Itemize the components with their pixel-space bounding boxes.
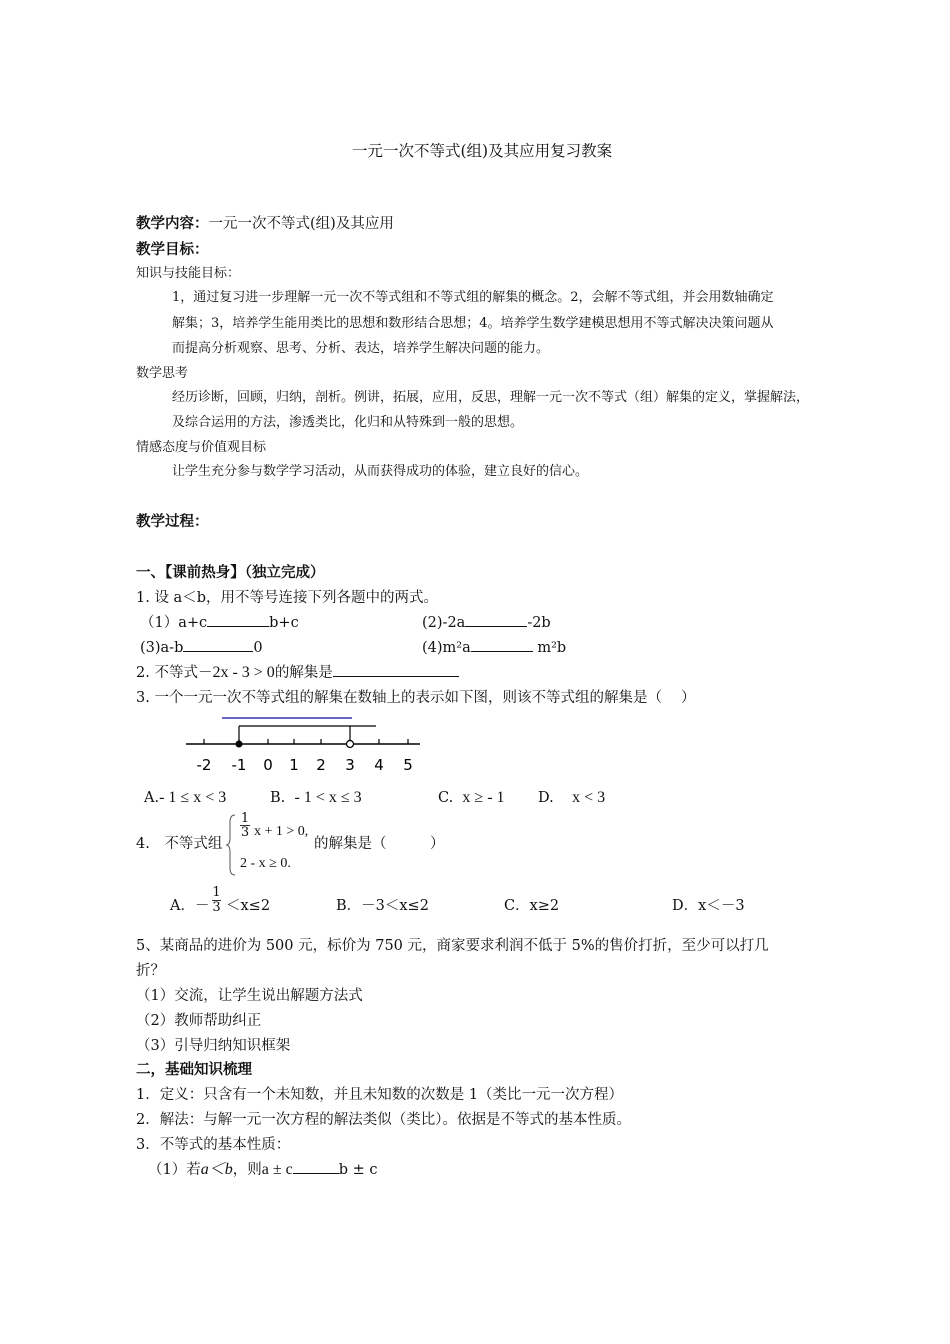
q3-option-a-label: A. <box>144 790 160 806</box>
q3-option-d-expr: x < 3 <box>572 789 606 806</box>
process-heading: 教学过程： <box>136 514 209 530</box>
basics-line-1: 1．定义：只含有一个未知数，并且未知数的次数是 1（类比一元一次方程） <box>136 1087 624 1103</box>
property-1-mid: ，则 <box>232 1162 262 1178</box>
q5-step-3: （3）引导归纳知识框架 <box>136 1038 291 1054</box>
q1-stem: 1. 设 a＜b，用不等号连接下列各题中的两式。 <box>136 590 438 606</box>
number-line-tick-label: 0 <box>263 756 273 774</box>
number-line-figure <box>180 712 440 772</box>
number-line-tick-label: 1 <box>289 756 299 774</box>
q1-c-rhs: 0 <box>253 640 263 656</box>
basics-heading: 二，基础知识梳理 <box>136 1062 252 1078</box>
q2-expr: 2x - 3 > 0 <box>212 664 275 681</box>
q3-option-d[interactable] <box>538 788 605 808</box>
q4-suffix: 的解集是（ ） <box>314 836 445 852</box>
q4-option-d-expr: x＜－3 <box>698 898 745 914</box>
knowledge-line-1: 1，通过复习进一步理解一元一次不等式组和不等式组的解集的概念。2，会解不等式组，并会用数轴确定 <box>172 290 774 305</box>
q1-b-label: (2)-2a <box>422 615 466 631</box>
q4-option-b-label: B． <box>336 898 362 914</box>
solid-endpoint <box>236 741 243 748</box>
property-1-cond: a＜b <box>200 1161 233 1178</box>
q1-b <box>422 612 551 633</box>
q4-row1-den: 3 <box>240 825 250 840</box>
q3-option-d-label: D. <box>538 790 554 806</box>
q3-option-c-label: C. <box>438 790 454 806</box>
number-line-tick-label: 2 <box>316 756 326 774</box>
property-1-blank[interactable] <box>293 1159 339 1174</box>
q4-option-b-expr: －3＜x≤2 <box>361 898 429 914</box>
property-1-lhs: a ± c <box>261 1161 293 1178</box>
q4-prefix: 4. 不等式组 <box>136 836 223 852</box>
number-line-tick-label: -2 <box>196 756 212 774</box>
goals-heading: 教学目标： <box>136 242 209 258</box>
number-line-tick-label: -1 <box>231 756 247 774</box>
q4-option-d[interactable] <box>672 896 745 916</box>
property-1 <box>148 1159 378 1180</box>
q3-option-b-label: B. <box>270 790 286 806</box>
q1-c-blank[interactable] <box>183 637 253 652</box>
q4-option-a-label: A．－ <box>170 898 210 914</box>
q4-row1-frac <box>240 812 250 839</box>
q2 <box>136 662 459 683</box>
content-line <box>136 214 394 234</box>
q2-prefix: 2. 不等式－ <box>136 665 213 681</box>
q4-option-a[interactable] <box>170 896 209 916</box>
q3-option-a[interactable] <box>144 788 226 808</box>
q3-option-c-expr: x ≥ - 1 <box>462 789 505 806</box>
q5-line-2: 折？ <box>136 963 165 979</box>
warmup-heading: 一、【课前热身】（独立完成） <box>136 565 325 581</box>
q1-b-blank[interactable] <box>465 612 527 627</box>
q3-option-b[interactable] <box>270 788 362 808</box>
q4-option-a-frac <box>212 886 221 915</box>
q1-d-label: (4)m²a <box>422 640 471 656</box>
q3-option-a-expr: - 1 ≤ x < 3 <box>159 789 227 806</box>
q3-option-b-expr: - 1 < x ≤ 3 <box>294 789 362 806</box>
page-title: 一元一次不等式(组)及其应用复习教案 <box>352 142 613 160</box>
content-label: 教学内容： <box>136 216 209 232</box>
number-line-tick-label: 5 <box>403 756 413 774</box>
q5-line-1: 5、某商品的进价为 500 元，标价为 750 元，商家要求利润不低于 5%的售价打折，至少可以打几 <box>136 938 769 954</box>
q4-option-a-num: 1 <box>212 885 221 900</box>
open-endpoint <box>347 741 354 748</box>
q1-c <box>140 637 263 658</box>
q2-suffix: 的解集是 <box>274 665 333 681</box>
q1-d <box>422 637 566 658</box>
attitude-line: 让学生充分参与数学学习活动，从而获得成功的体验，建立良好的信心。 <box>172 464 589 479</box>
math-thinking-line-1: 经历诊断，回顾，归纳，剖析。例讲，拓展，应用，反思，理解一元一次不等式（组）解集的定义，掌握解法， <box>172 390 810 405</box>
attitude-heading: 情感态度与价值观目标 <box>136 440 267 455</box>
q4-option-a-rest: ＜x≤2 <box>226 898 271 914</box>
basics-line-3: 3．不等式的基本性质： <box>136 1137 291 1153</box>
q5-step-2: （2）教师帮助纠正 <box>136 1013 262 1029</box>
property-1-rhs: b ± c <box>338 1162 378 1178</box>
q1-b-rhs: -2b <box>527 615 551 631</box>
q2-blank[interactable] <box>333 662 459 677</box>
q4-option-c[interactable] <box>504 896 559 916</box>
math-thinking-line-2: 及综合运用的方法，渗透类比，化归和从特殊到一般的思想。 <box>172 415 524 430</box>
q4-option-b[interactable] <box>336 896 429 916</box>
q1-d-rhs: m²b <box>537 640 567 656</box>
q1-a-blank[interactable] <box>207 612 269 627</box>
property-1-prefix: （1）若 <box>148 1162 201 1178</box>
q4-brace <box>226 814 236 876</box>
number-line-tick-label: 3 <box>345 756 355 774</box>
math-thinking-heading: 数学思考 <box>136 366 189 381</box>
knowledge-line-2: 解集；3，培养学生能用类比的思想和数形结合思想；4。培养学生数学建模思想用不等式解决决策问题从 <box>172 316 774 331</box>
content-value: 一元一次不等式(组)及其应用 <box>208 216 394 232</box>
basics-line-2: 2．解法：与解一元一次方程的解法类似（类比）。依据是不等式的基本性质。 <box>136 1112 631 1128</box>
q1-a-label: （1）a+c <box>140 615 208 631</box>
q3-stem: 3. 一个一元一次不等式组的解集在数轴上的表示如下图，则该不等式组的解集是（ ） <box>136 690 696 706</box>
knowledge-line-3: 而提高分析观察、思考、分析、表达，培养学生解决问题的能力。 <box>172 341 550 356</box>
q4-row2: 2 - x ≥ 0. <box>240 856 291 871</box>
q4-row1-rest: x + 1 > 0, <box>254 824 309 839</box>
q4-option-c-expr: x≥2 <box>529 898 560 914</box>
q4-option-a-den: 3 <box>212 900 221 915</box>
q4-row1-num: 1 <box>240 811 250 826</box>
q4-option-d-label: D． <box>672 898 699 914</box>
number-line-tick-label: 4 <box>374 756 384 774</box>
q1-d-blank[interactable] <box>471 637 533 652</box>
q4-option-c-label: C． <box>504 898 530 914</box>
knowledge-heading: 知识与技能目标： <box>136 266 241 281</box>
q1-a <box>140 612 299 633</box>
q3-option-c[interactable] <box>438 788 505 808</box>
q5-step-1: （1）交流，让学生说出解题方法式 <box>136 988 363 1004</box>
q1-c-label: (3)a-b <box>140 640 184 656</box>
q1-a-rhs: b+c <box>269 615 299 631</box>
